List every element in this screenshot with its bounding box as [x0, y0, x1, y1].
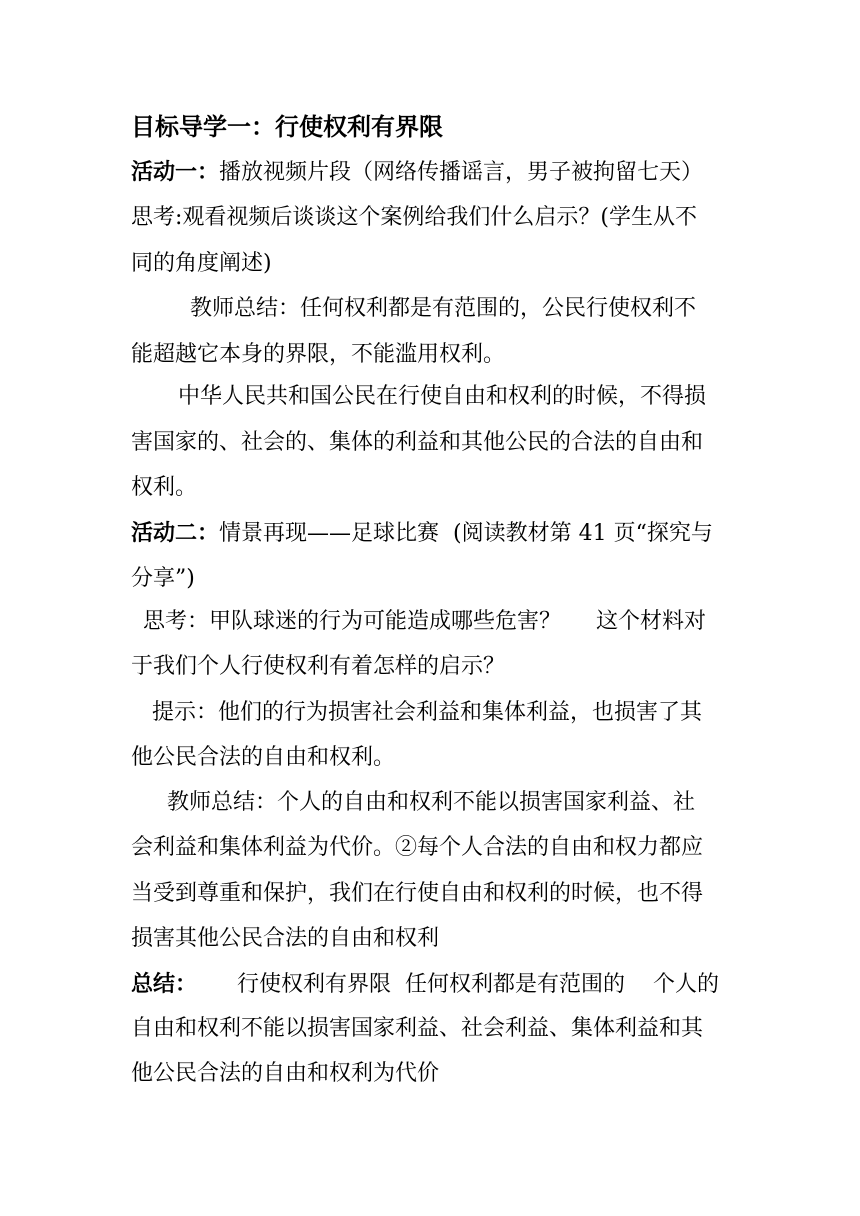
activity-one-text: 播放视频片段（网络传播谣言，男子被拘留七天） — [219, 160, 704, 185]
conclusion-label: 总结： — [131, 971, 198, 997]
teacher-summary-two-line-4: 损害其他公民合法的自由和权利 — [131, 926, 440, 951]
think-two-line-1: 思考：甲队球迷的行为可能造成哪些危害？ 这个材料对 — [143, 609, 706, 634]
activity-two-label: 活动二： — [131, 520, 220, 546]
activity-one-line — [131, 157, 703, 188]
conclusion-text: 行使权利有界限 任何权利都是有范围的 个人的 — [237, 972, 719, 997]
think-one-line-2: 同的角度阐述) — [131, 251, 272, 276]
think-two-line-2: 于我们个人行使权利有着怎样的启示？ — [131, 654, 506, 679]
teacher-summary-two-line-3: 当受到尊重和保护，我们在行使自由和权利的时候，也不得 — [131, 881, 704, 906]
teacher-summary-two-line-2: 会利益和集体利益为代价。②每个人合法的自由和权力都应 — [131, 835, 704, 860]
section-heading: 目标导学一：行使权利有界限 — [131, 112, 443, 141]
constitution-quote-line-3: 权利。 — [131, 475, 198, 500]
activity-two-line — [131, 518, 713, 549]
conclusion-line-2: 自由和权利不能以损害国家利益、社会利益、集体利益和其 — [131, 1016, 704, 1041]
conclusion-line-3: 他公民合法的自由和权利为代价 — [131, 1061, 440, 1086]
teacher-summary-one-line-1: 教师总结：任何权利都是有范围的，公民行使权利不 — [190, 296, 697, 321]
constitution-quote-line-2: 害国家的、社会的、集体的利益和其他公民的合法的自由和 — [131, 430, 704, 455]
hint-line-1: 提示：他们的行为损害社会利益和集体利益，也损害了其 — [152, 700, 703, 725]
teacher-summary-two-line-1: 教师总结：个人的自由和权利不能以损害国家利益、社 — [167, 790, 696, 815]
hint-line-2: 他公民合法的自由和权利。 — [131, 745, 396, 770]
teacher-summary-one-line-2: 能超越它本身的界限，不能滥用权利。 — [131, 342, 506, 367]
think-one-line-1: 思考:观看视频后谈谈这个案例给我们什么启示？(学生从不 — [131, 205, 697, 230]
constitution-quote-line-1: 中华人民共和国公民在行使自由和权利的时候，不得损 — [178, 384, 707, 409]
activity-two-line-2: 分享”) — [131, 566, 195, 591]
conclusion-line — [131, 969, 719, 1000]
activity-two-text: 情景再现——足球比赛 (阅读教材第 41 页“探究与 — [219, 521, 713, 546]
activity-one-label: 活动一： — [131, 159, 220, 185]
